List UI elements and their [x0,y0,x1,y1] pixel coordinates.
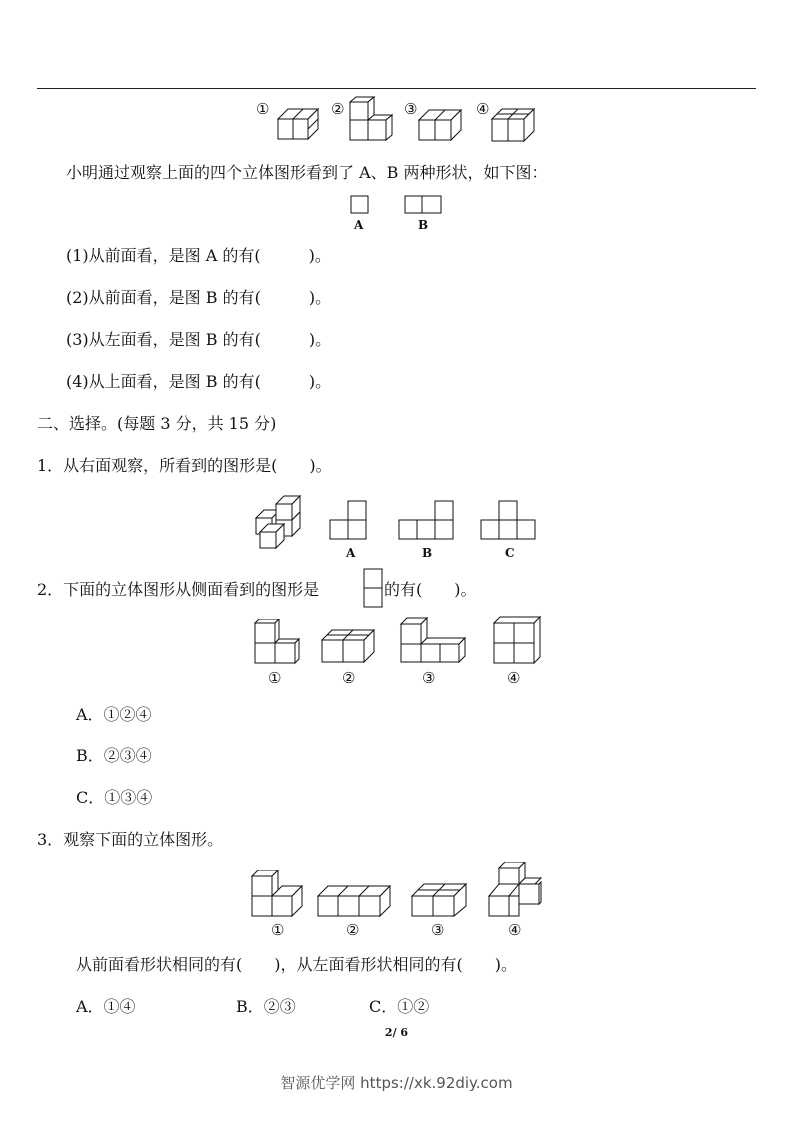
mc2-option-a: A．①②④ [76,705,152,724]
cube-figure-1 [276,99,320,141]
mc3-question: 从前面看形状相同的有( )，从左面看形状相同的有( )。 [76,955,517,974]
mc1-option-c-shape [480,500,540,542]
shape-b-label: B [418,218,429,232]
mc2-option-b: B．②③④ [76,746,152,765]
mc3-stem: 3．观察下面的立体图形。 [37,830,224,849]
mc3-fig-2 [316,884,392,918]
q1-item-3: (3)从左面看，是图 B 的有( )。 [66,330,332,349]
mc1-stem: 1．从右面观察，所看到的图形是( )。 [37,456,332,475]
mc3-fig-4 [487,862,543,918]
section-2-title: 二、选择。(每题 3 分，共 15 分) [37,414,277,433]
mc1-option-b-label: B [422,546,433,560]
footer-watermark: 智源优学网 https://xk.92diy.com [280,1074,513,1092]
page-number: 2/ 6 [384,1026,409,1039]
mc1-option-a-label: A [346,546,356,560]
mc3-fig-1 [250,870,306,918]
shape-a [350,195,370,215]
mc1-option-c-label: C [505,546,515,560]
shape-b [404,195,444,215]
mc2-fig-1 [253,619,301,667]
mc3-fig-label-1: ① [271,921,285,939]
mc2-option-c: C．①③④ [76,788,153,807]
mc3-fig-3 [410,880,468,918]
shape-a-label: A [354,218,364,232]
intro-text: 小明通过观察上面的四个立体图形看到了 A、B 两种形状，如下图： [66,163,548,182]
mc2-inline-shape [363,568,385,610]
cube-figure-3 [417,106,465,142]
mc1-option-b-shape [398,500,458,542]
mc2-stem-before: 2．下面的立体图形从侧面看到的图形是 [37,580,320,599]
header-fig-label-4: ④ [476,100,490,118]
cube-figure-2 [348,96,396,142]
header-fig-label-3: ③ [404,100,418,118]
mc2-stem-after: 的有( )。 [384,580,477,599]
mc2-fig-4 [492,615,542,667]
header-fig-label-2: ② [331,100,345,118]
mc1-option-a-shape [329,500,371,542]
mc2-fig-label-4: ④ [507,669,521,687]
mc2-fig-2 [320,626,376,666]
mc1-solid [254,494,302,556]
mc3-fig-label-4: ④ [508,921,522,939]
q1-item-2: (2)从前面看，是图 B 的有( )。 [66,288,332,307]
mc2-fig-3 [399,616,467,666]
mc3-fig-label-2: ② [346,921,360,939]
mc2-fig-label-2: ② [342,669,356,687]
q1-item-4: (4)从上面看，是图 B 的有( )。 [66,372,332,391]
mc3-fig-label-3: ③ [431,921,445,939]
cube-figure-4 [490,103,538,143]
mc2-fig-label-1: ① [268,669,282,687]
mc3-option-c: C．①② [369,997,430,1016]
mc3-option-b: B．②③ [236,997,296,1016]
mc2-fig-label-3: ③ [422,669,436,687]
q1-item-1: (1)从前面看，是图 A 的有( )。 [66,246,331,265]
mc3-option-a: A．①④ [76,997,136,1016]
header-fig-label-1: ① [256,100,270,118]
header-rule [37,88,756,89]
